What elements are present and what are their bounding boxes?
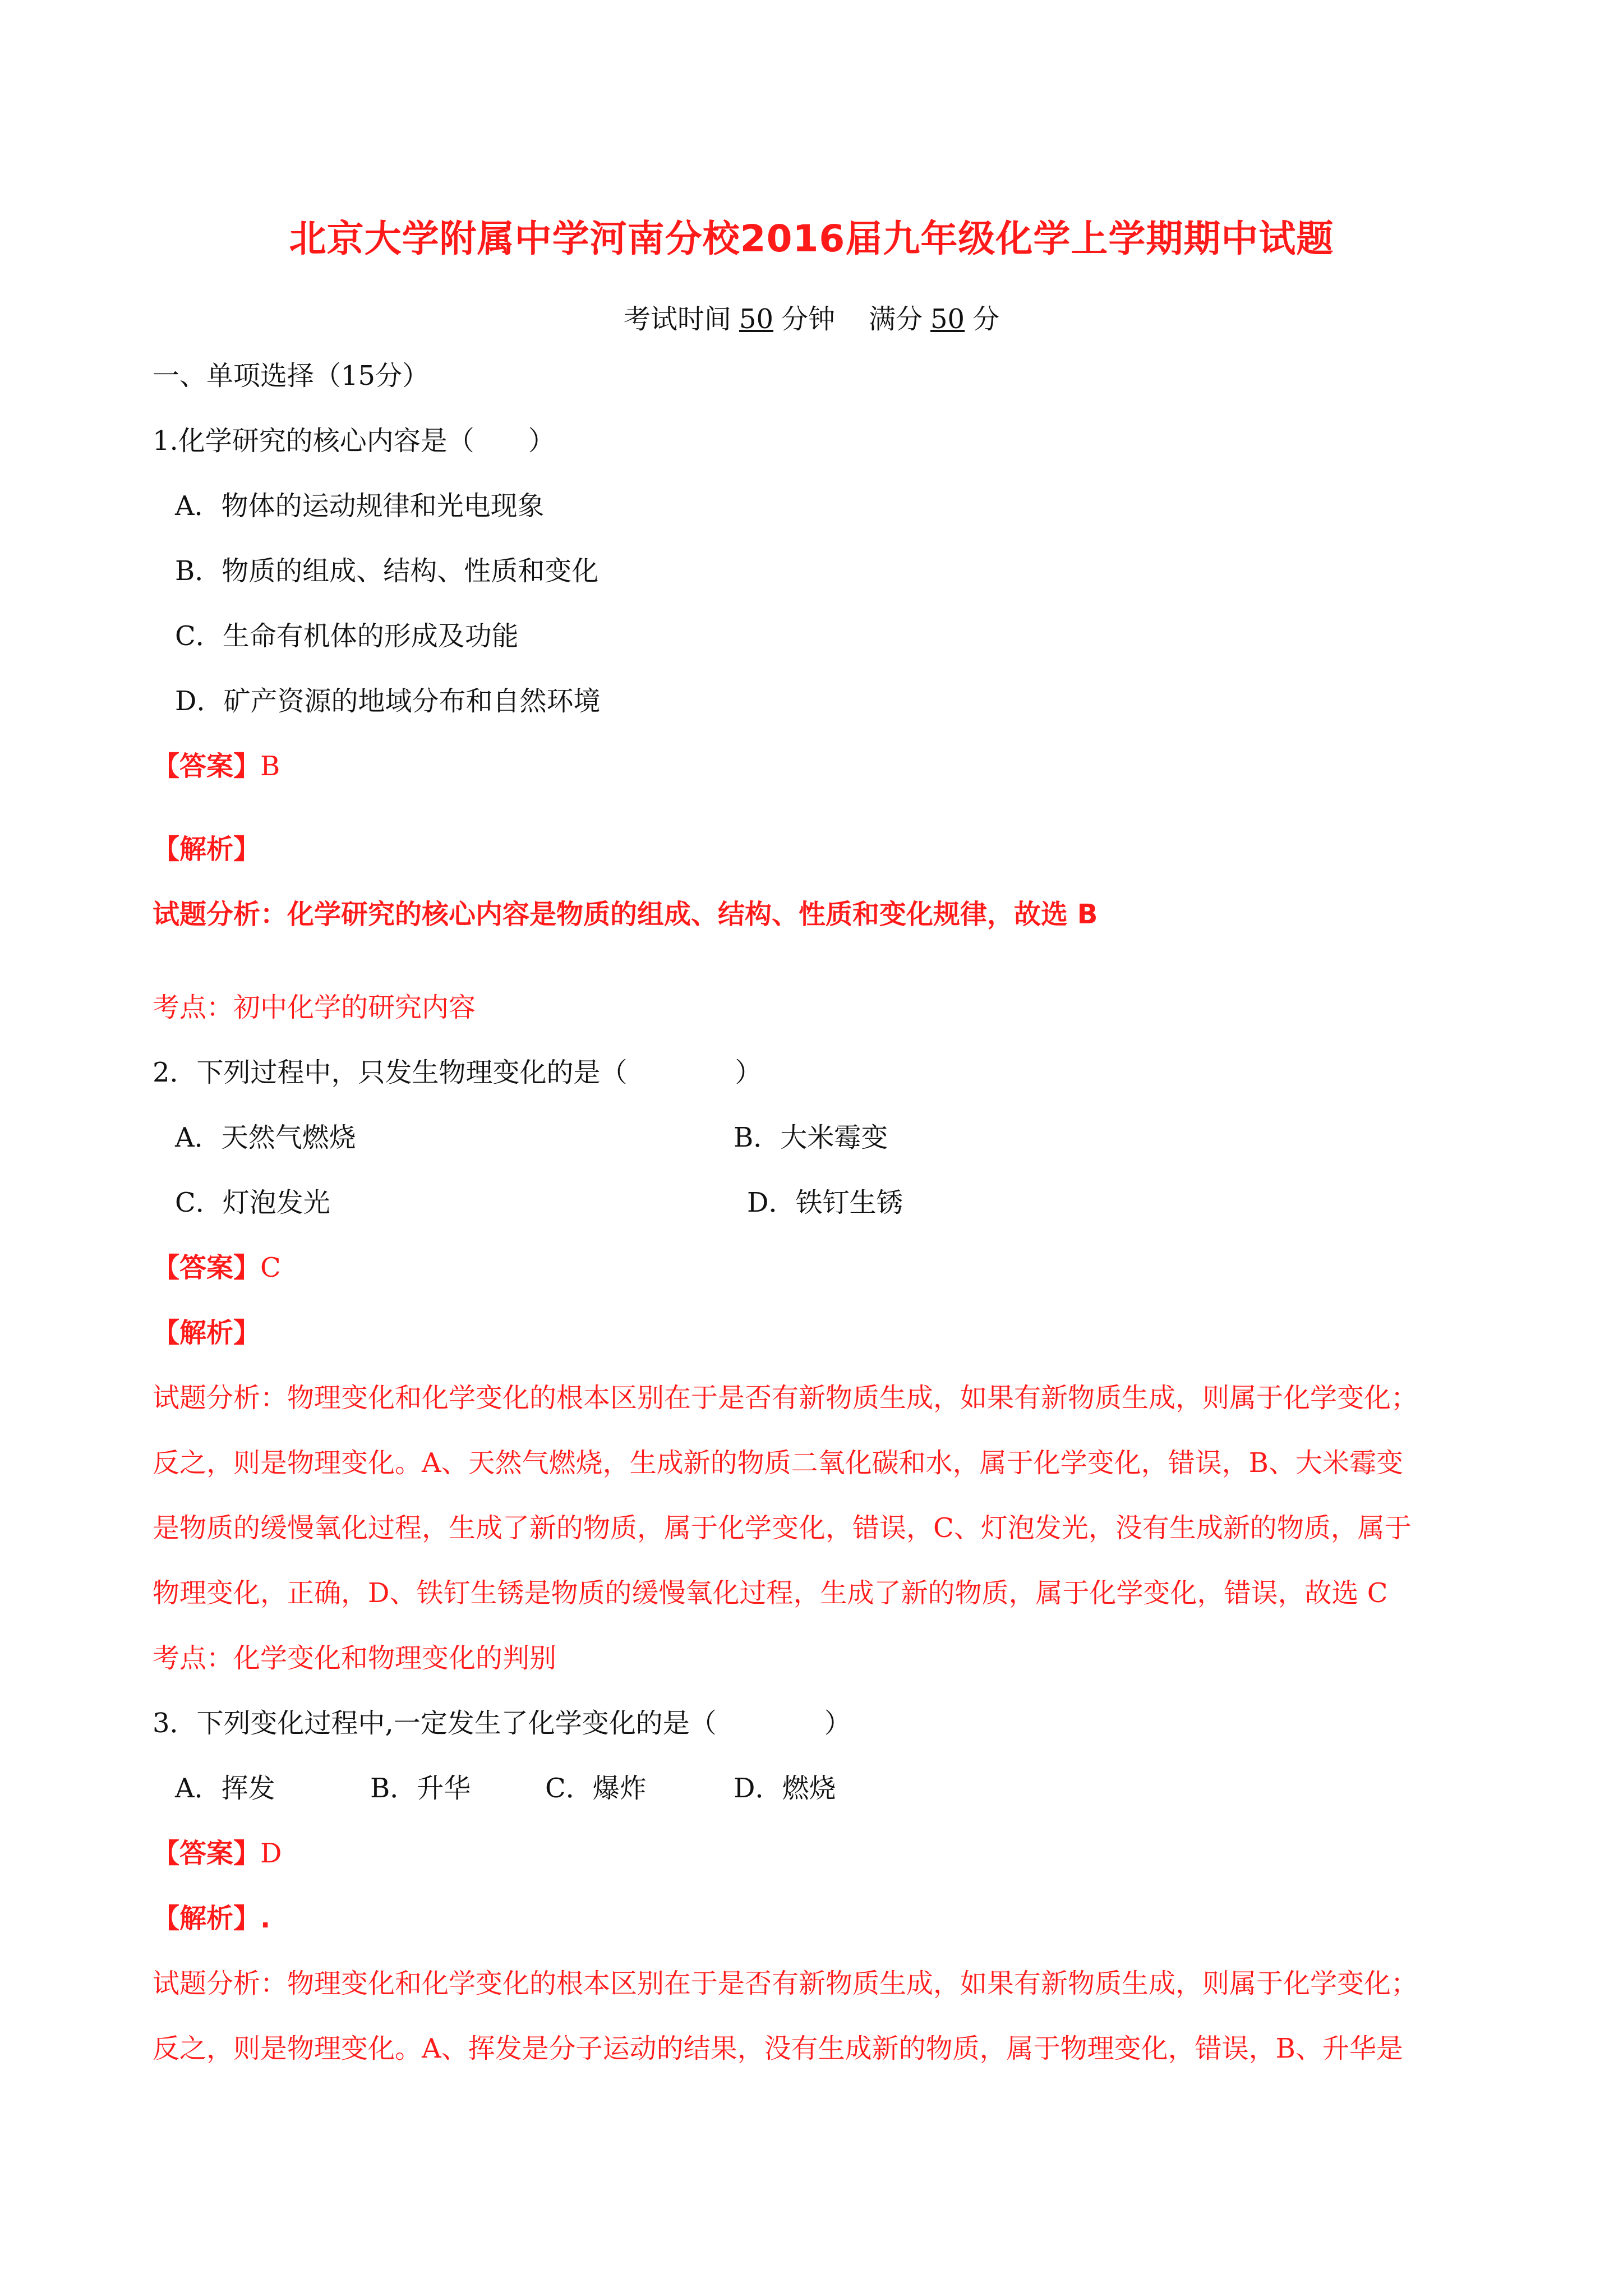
section-heading: 一、单项选择（15分） bbox=[153, 360, 430, 392]
q3-option-b: B．升华 bbox=[370, 1773, 471, 1804]
exam-score-unit: 分 bbox=[972, 303, 1000, 335]
q1-analysis: 试题分析：化学研究的核心内容是物质的组成、结构、性质和变化规律，故选 B bbox=[153, 899, 1098, 930]
q2-analysis-line-2: 反之，则是物理变化。A、天然气燃烧，生成新的物质二氧化碳和水，属于化学变化，错误，B、大米霉变 bbox=[153, 1447, 1403, 1479]
document-title: 北京大学附属中学河南分校2016届九年级化学上学期期中试题 bbox=[289, 217, 1334, 260]
q2-analysis-line-4: 物理变化，正确，D、铁钉生锈是物质的缓慢氧化过程，生成了新的物质，属于化学变化，错误，故选 C bbox=[153, 1577, 1388, 1609]
q2-option-b: B．大米霉变 bbox=[734, 1122, 888, 1153]
q2-options-row2 bbox=[175, 1186, 1521, 1220]
q3-answer-tag: 【答案】 bbox=[153, 1838, 261, 1869]
q1-analysis-tag bbox=[153, 832, 260, 866]
q1-option-b: B．物质的组成、结构、性质和变化 bbox=[175, 555, 599, 587]
q2-analysis-tag bbox=[153, 1316, 260, 1350]
q1-answer-tag: 【答案】 bbox=[153, 751, 261, 782]
q1-answer bbox=[153, 749, 280, 783]
exam-time-unit: 分钟 bbox=[781, 303, 835, 335]
exam-time-label: 考试时间 bbox=[623, 303, 731, 335]
q2-analysis-line-1: 试题分析：物理变化和化学变化的根本区别在于是否有新物质生成，如果有新物质生成，则属于化学变化； bbox=[153, 1382, 1418, 1414]
exam-info bbox=[0, 297, 1623, 336]
q2-point: 考点：化学变化和物理变化的判别 bbox=[153, 1642, 557, 1674]
q2-option-d: D．铁钉生锈 bbox=[747, 1187, 903, 1218]
exam-score-value: 50 bbox=[930, 303, 965, 335]
q3-answer-value: D bbox=[260, 1838, 282, 1869]
q3-option-a: A．挥发 bbox=[175, 1773, 275, 1804]
q3-option-c: C．爆炸 bbox=[545, 1773, 647, 1804]
q2-answer bbox=[153, 1251, 281, 1285]
q3-analysis-tag bbox=[153, 1902, 270, 1935]
q1-point: 考点：初中化学的研究内容 bbox=[153, 992, 476, 1023]
q2-analysis-tag-text: 【解析】 bbox=[153, 1317, 261, 1349]
q2-answer-value: C bbox=[260, 1252, 281, 1283]
q3-option-d: D．燃烧 bbox=[734, 1773, 836, 1804]
q2-option-a: A．天然气燃烧 bbox=[175, 1122, 356, 1153]
q1-answer-value: B bbox=[260, 751, 280, 782]
q3-analysis-line-1: 试题分析：物理变化和化学变化的根本区别在于是否有新物质生成，如果有新物质生成，则属于化学变化； bbox=[153, 1968, 1418, 1999]
q2-options-row1 bbox=[175, 1121, 1521, 1154]
q3-stem: 3．下列变化过程中,一定发生了化学变化的是（ ） bbox=[153, 1708, 851, 1739]
exam-time-value: 50 bbox=[739, 303, 773, 335]
q1-option-c: C．生命有机体的形成及功能 bbox=[175, 620, 519, 652]
q2-analysis-line-3: 是物质的缓慢氧化过程，生成了新的物质，属于化学变化，错误，C、灯泡发光，没有生成新的物质，属于 bbox=[153, 1512, 1412, 1544]
q2-stem: 2．下列过程中，只发生物理变化的是（ ） bbox=[153, 1057, 762, 1088]
q2-answer-tag: 【答案】 bbox=[153, 1252, 261, 1283]
q3-answer bbox=[153, 1837, 282, 1870]
q1-stem: 1.化学研究的核心内容是（ ） bbox=[153, 425, 555, 457]
q3-analysis-line-2: 反之，则是物理变化。A、挥发是分子运动的结果，没有生成新的物质，属于物理变化，错误，B、升华是 bbox=[153, 2033, 1403, 2064]
q1-option-a: A．物体的运动规律和光电现象 bbox=[175, 490, 545, 522]
q1-analysis-tag-text: 【解析】 bbox=[153, 834, 261, 865]
q1-option-d: D．矿产资源的地域分布和自然环境 bbox=[175, 685, 601, 717]
q3-analysis-tag-text: 【解析】. bbox=[153, 1903, 271, 1934]
q2-option-c: C．灯泡发光 bbox=[175, 1187, 330, 1218]
exam-score-label: 满分 bbox=[869, 303, 923, 335]
